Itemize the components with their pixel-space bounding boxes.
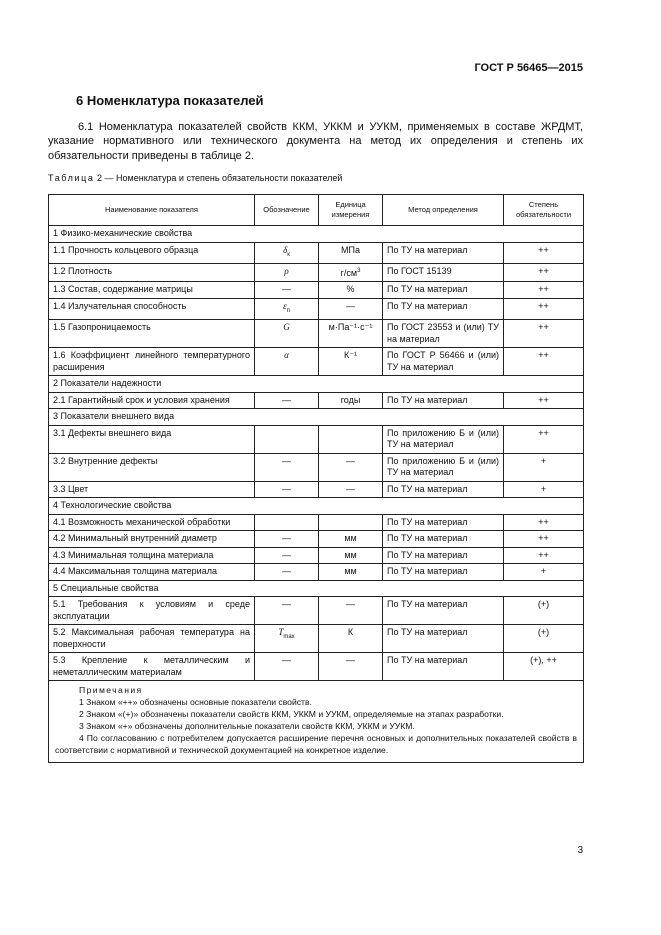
designation-subscript: п [286, 307, 290, 314]
obligation-level: ++ [504, 298, 584, 319]
unit [319, 625, 383, 653]
designation: — [255, 392, 319, 409]
group-row [49, 376, 584, 393]
table-row [49, 564, 584, 581]
method: По ТУ на материал [383, 282, 504, 299]
designation-symbol: δ [283, 244, 288, 255]
table-row [49, 453, 584, 481]
method: По ГОСТ 15139 [383, 263, 504, 282]
obligation-level: ++ [504, 263, 584, 282]
indicator-name: 1.2 Плотность [49, 263, 255, 282]
designation: — [255, 653, 319, 681]
obligation-level: ++ [504, 547, 584, 564]
page-number: 3 [577, 845, 583, 856]
method: По ТУ на материал [383, 298, 504, 319]
designation-subscript: max [283, 633, 295, 640]
indicator-name: 4.2 Минимальный внутренний диаметр [49, 531, 255, 548]
designation [255, 263, 319, 282]
table-row [49, 481, 584, 498]
method: По ТУ на материал [383, 597, 504, 625]
indicator-name: 1.4 Излучательная способность [49, 298, 255, 319]
obligation-level: ++ [504, 425, 584, 453]
obligation-level: (+) [504, 625, 584, 653]
indicator-name: 5.1 Требования к условиям и среде эксплуатации [49, 597, 255, 625]
column-header: Единица измерения [319, 195, 383, 226]
group-row [49, 409, 584, 426]
obligation-level: ++ [504, 392, 584, 409]
group-title: 4 Технологические свойства [49, 498, 584, 515]
method: По ГОСТ Р 56466 и (или) ТУ на материал [383, 348, 504, 376]
designation-symbol: T [278, 627, 284, 638]
unit [319, 514, 383, 531]
table-caption [48, 173, 342, 183]
method: По ТУ на материал [383, 547, 504, 564]
document-code: ГОСТ Р 56465—2015 [474, 62, 583, 74]
notes-cell [49, 681, 584, 763]
note-item: 1 Знаком «++» обозначены основные показатели свойств. [79, 697, 312, 708]
unit-text: годы [340, 394, 361, 405]
designation-subscript: к [287, 251, 290, 258]
unit-text: — [346, 300, 355, 311]
indicator-name: 3.1 Дефекты внешнего вида [49, 425, 255, 453]
table-row [49, 320, 584, 348]
unit [319, 282, 383, 299]
table-row [49, 597, 584, 625]
indicator-name: 1.6 Коэффициент линейного температурного расширения [49, 348, 255, 376]
obligation-level: ++ [504, 348, 584, 376]
unit-text: мм [344, 533, 357, 544]
unit [319, 298, 383, 319]
unit-text: мм [344, 549, 357, 560]
obligation-level: + [504, 564, 584, 581]
indicator-name: 1.3 Состав, содержание матрицы [49, 282, 255, 299]
section-title: 6 Номенклатура показателей [76, 93, 264, 108]
unit [319, 425, 383, 453]
group-row [49, 580, 584, 597]
designation: — [255, 547, 319, 564]
unit-superscript: 3 [357, 267, 361, 274]
indicator-name: 3.2 Внутренние дефекты [49, 453, 255, 481]
unit-text: — [346, 483, 355, 494]
method: По ТУ на материал [383, 531, 504, 548]
table-body [49, 226, 584, 681]
intro-paragraph: 6.1 Номенклатура показателей свойств ККМ, УККМ и УУКМ, применяемых в составе ЖРДМТ, указание нормативного или технического документа на метод их определения и степень их обязательности приведены в таблице 2. [48, 121, 583, 162]
designation-symbol: ρ [284, 265, 289, 276]
indicator-name: 4.1 Возможность механической обработки [49, 514, 255, 531]
designation: — [255, 282, 319, 299]
designation [255, 514, 319, 531]
table-row [49, 298, 584, 319]
designation: — [255, 597, 319, 625]
group-title: 1 Физико-механические свойства [49, 226, 584, 243]
column-header: Обозначение [255, 195, 319, 226]
designation: — [255, 531, 319, 548]
designation [255, 625, 319, 653]
unit [319, 453, 383, 481]
method: По ТУ на материал [383, 514, 504, 531]
obligation-level: + [504, 481, 584, 498]
table-row [49, 263, 584, 282]
unit-text: МПа [341, 244, 360, 255]
table-row [49, 547, 584, 564]
method: По приложению Б и (или) ТУ на материал [383, 425, 504, 453]
unit [319, 320, 383, 348]
unit-text: % [346, 284, 355, 295]
table-caption-text: 2 — Номенклатура и степень обязательности показателей [97, 173, 343, 183]
group-row [49, 226, 584, 243]
method: По ТУ на материал [383, 625, 504, 653]
method: По ГОСТ 23553 и (или) ТУ на материал [383, 320, 504, 348]
designation [255, 348, 319, 376]
unit-text: — [346, 655, 355, 666]
indicator-name: 2.1 Гарантийный срок и условия хранения [49, 392, 255, 409]
obligation-level: (+) [504, 597, 584, 625]
designation [255, 425, 319, 453]
unit [319, 547, 383, 564]
unit [319, 481, 383, 498]
obligation-level: ++ [504, 531, 584, 548]
obligation-level: (+), ++ [504, 653, 584, 681]
table-caption-label: Таблица [48, 173, 95, 183]
unit [319, 653, 383, 681]
designation: — [255, 481, 319, 498]
column-header: Степень обязательности [504, 195, 584, 226]
note-item: 4 По согласованию с потребителем допускается расширение перечня основных и дополнительных показателей свойств в соответствии с нормативной и технической документацией на конкретное изделие. [55, 733, 577, 756]
indicator-name: 5.2 Максимальная рабочая температура на поверхности [49, 625, 255, 653]
method: По ТУ на материал [383, 653, 504, 681]
unit [319, 392, 383, 409]
obligation-level: ++ [504, 242, 584, 263]
group-row [49, 498, 584, 515]
unit-text: м·Па⁻¹·с⁻¹ [328, 322, 373, 333]
group-title: 5 Специальные свойства [49, 580, 584, 597]
designation: — [255, 564, 319, 581]
obligation-level: ++ [504, 514, 584, 531]
method: По приложению Б и (или) ТУ на материал [383, 453, 504, 481]
obligation-level: ++ [504, 320, 584, 348]
unit [319, 597, 383, 625]
table-row [49, 392, 584, 409]
designation [255, 298, 319, 319]
unit-text: К [347, 627, 354, 638]
table-row [49, 242, 584, 263]
unit [319, 564, 383, 581]
table-row [49, 625, 584, 653]
table-row [49, 282, 584, 299]
table-row [49, 425, 584, 453]
table-row [49, 514, 584, 531]
indicator-name: 1.1 Прочность кольцевого образца [49, 242, 255, 263]
designation: — [255, 453, 319, 481]
note-item: 2 Знаком «(+)» обозначены показатели свойств ККМ, УККМ и УУКМ, определяемые на этапах разработки. [79, 709, 504, 720]
notes-title: Примечания [79, 685, 143, 696]
method: По ТУ на материал [383, 481, 504, 498]
unit [319, 263, 383, 282]
indicator-name: 4.3 Минимальная толщина материала [49, 547, 255, 564]
unit [319, 531, 383, 548]
column-header: Метод определения [383, 195, 504, 226]
unit [319, 242, 383, 263]
column-header: Наименование показателя [49, 195, 255, 226]
designation [255, 320, 319, 348]
group-title: 2 Показатели надежности [49, 376, 584, 393]
table-row [49, 653, 584, 681]
indicator-name: 4.4 Максимальная толщина материала [49, 564, 255, 581]
method: По ТУ на материал [383, 242, 504, 263]
group-title: 3 Показатели внешнего вида [49, 409, 584, 426]
unit-text: — [346, 599, 355, 610]
table-row [49, 348, 584, 376]
unit-text: К⁻¹ [344, 350, 357, 361]
table-row [49, 531, 584, 548]
designation [255, 242, 319, 263]
unit-text: г/см [340, 267, 358, 278]
indicator-name: 3.3 Цвет [49, 481, 255, 498]
unit-text: мм [344, 566, 357, 577]
unit [319, 348, 383, 376]
obligation-level: ++ [504, 282, 584, 299]
indicator-name: 5.3 Крепление к металлическим и неметаллическим материалам [49, 653, 255, 681]
method: По ТУ на материал [383, 564, 504, 581]
obligation-level: + [504, 453, 584, 481]
designation-symbol: α [284, 350, 289, 361]
notes-row [49, 681, 584, 763]
table-header-row [49, 195, 584, 226]
indicator-name: 1.5 Газопроницаемость [49, 320, 255, 348]
method: По ТУ на материал [383, 392, 504, 409]
indicators-table [48, 194, 584, 763]
unit-text: — [346, 455, 355, 466]
designation-symbol: ε [283, 300, 287, 311]
note-item: 3 Знаком «+» обозначены дополнительные показатели свойств ККМ, УККМ и УУКМ. [79, 721, 415, 732]
designation-symbol: G [283, 322, 290, 333]
